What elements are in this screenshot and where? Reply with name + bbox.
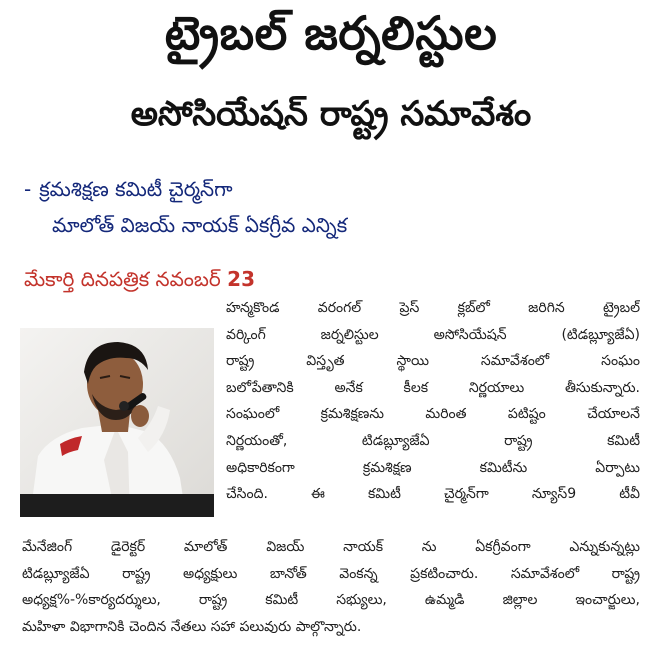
article-column-line: సంఘంలో క్రమశిక్షణను మరింత పటిష్టం చేయాలనే	[226, 406, 640, 423]
subheading-text-1: క్రమశిక్షణ కమిటీ చైర్మన్‌గా	[39, 177, 233, 201]
subheading-dash: -	[24, 177, 32, 201]
subheading-line-2: మాలోత్ విజయ్ నాయక్ ఏకగ్రీవ ఎన్నిక	[52, 213, 348, 237]
headline-line-1: ట్రైబల్ జర్నలిస్టుల	[164, 6, 498, 60]
article-column-line: నిర్ణయంతో, టిడబ్ల్యూజేఏ రాష్ట్ర కమిటీ	[226, 432, 640, 449]
article-full-line: అధ్యక్ష%-%కార్యదర్శులు, రాష్ట్ర కమిటీ సభ్యులు, ఉమ్మడి జిల్లాల ఇంచార్జులు,	[22, 592, 640, 609]
article-column-line: వర్కింగ్ జర్నలిస్టుల అసోసియేషన్ (టిడబ్ల్యూజేఏ)	[226, 326, 640, 343]
subheading-line-1	[24, 174, 233, 204]
article-column-line: హన్మకొండ వరంగల్ ప్రెస్ క్లబ్‌లో జరిగిన ట్రైబల్	[226, 300, 640, 316]
dateline-text: మేకార్తి దినపత్రిక నవంబర్	[24, 267, 221, 291]
dateline	[24, 264, 255, 294]
article-full-line: మహిళా విభాగానికి చెందిన నేతలు సహా పలువురు పాల్గొన్నారు.	[22, 618, 362, 635]
article-column-line: బలోపేతానికి అనేక కీలక నిర్ణయాలు తీసుకున్నారు.	[226, 379, 640, 396]
article-column-line: అధికారికంగా క్రమశిక్షణ కమిటీను ఏర్పాటు	[226, 459, 640, 476]
article-full-line: మేనేజింగ్ డైరెక్టర్ మాలోత్ విజయ్ నాయక్ ను ఏకగ్రీవంగా ఎన్నుకున్నట్లు	[22, 539, 640, 555]
speaker-photo-icon	[20, 328, 214, 517]
article-full-width-text	[22, 534, 640, 640]
article-column-line: చేసింది. ఈ కమిటీ చైర్మన్‌గా న్యూస్9 టీవీ	[226, 486, 640, 503]
dateline-day: 23	[227, 267, 255, 291]
article-column-line: రాష్ట్ర విస్తృత స్థాయి సమావేశంలో సంఘం	[226, 353, 640, 370]
article-column-text	[226, 295, 640, 508]
article-photo	[20, 328, 214, 517]
article-full-line: టిడబ్ల్యూజేఏ రాష్ట్ర అధ్యక్షులు బానోత్ వెంకన్న ప్రకటించారు. సమావేశంలో రాష్ట్ర	[22, 565, 640, 582]
headline-line-2: అసోసియేషన్ రాష్ట్ర సమావేశం	[130, 94, 532, 134]
